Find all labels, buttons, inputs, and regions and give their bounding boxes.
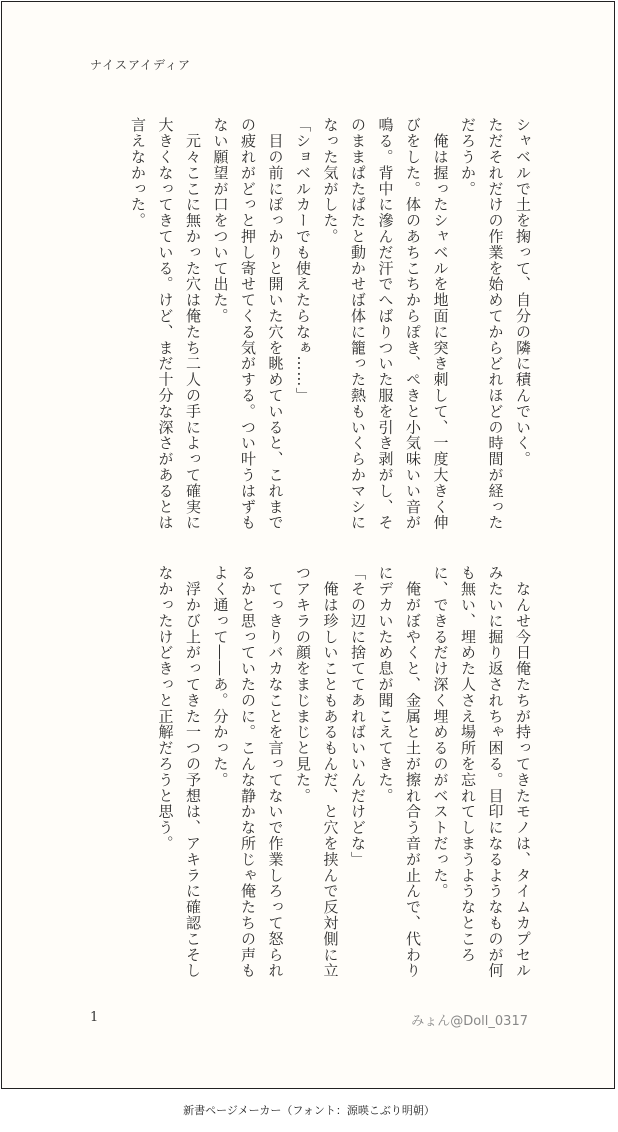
paragraph: 「その辺に捨ててあればいいんだけどな」 xyxy=(349,565,367,868)
paragraph: 俺がぼやくと、金属と土が擦れ合う音が止んで、代わりにデカいため息が聞こえてきた。 xyxy=(376,565,422,979)
page-title: ナイスアイディア xyxy=(90,58,192,72)
paragraph: 浮かび上がってきた一つの予想は、アキラに確認こそしなかったけどきっと正解だろうと思う。 xyxy=(156,565,202,979)
book-page xyxy=(1,1,615,1089)
paragraph: 目の前にぽっかりと開いた穴を眺めていると、これまでの疲れがどっと押し寄せてくる気がする。つい叶うはずもない願望が口をついて出た。 xyxy=(211,117,285,531)
paragraph: 「ショベルカーでも使えたらなぁ……」 xyxy=(294,117,312,404)
paragraph: 俺は握ったシャベルを地面に突き刺して、一度大きく伸びをした。体のあちこちからぽき、ぺきと小気味いい音が鳴る。背中に滲んだ汗でへばりついた服を引き剥がし、そのままぱたぱたと動かせば体に籠った熱もいくらかマシになった気がした。 xyxy=(321,117,450,531)
footer-credit: 新書ページメーカー（フォント：源暎こぶり明朝） xyxy=(183,1104,435,1117)
page-number: 1 xyxy=(90,1010,99,1025)
lower-text-block xyxy=(91,565,536,983)
author-credit: みょん@Doll_0317 xyxy=(411,1014,528,1029)
paragraph: シャベルで土を掬って、自分の隣に積んでいく。 xyxy=(514,117,532,467)
paragraph: ただそれだけの作業を始めてからどれほどの時間が経っただろうか。 xyxy=(459,117,505,531)
paragraph: なんせ今日俺たちが持ってきたモノは、タイムカプセルみたいに掘り返されちゃ困る。目印になるようなものが何も無い、埋めた人さえ場所を忘れてしまうようなところに、できるだけ深く埋めるのがベストだった。 xyxy=(431,565,532,979)
paragraph: てっきりバカなことを言ってないで作業しろって怒られるかと思っていたのに。こんな静かな所じゃ俺たちの声もよく通って――あ。分かった。 xyxy=(211,565,285,979)
paragraph: 俺は珍しいこともあるもんだ、と穴を挟んで反対側に立つアキラの顔をまじまじと見た。 xyxy=(294,565,340,979)
upper-text-block xyxy=(91,117,536,535)
paragraph: 元々ここに無かった穴は俺たち二人の手によって確実に大きくなってきている。けど、まだ十分な深さがあるとは言えなかった。 xyxy=(129,117,202,531)
